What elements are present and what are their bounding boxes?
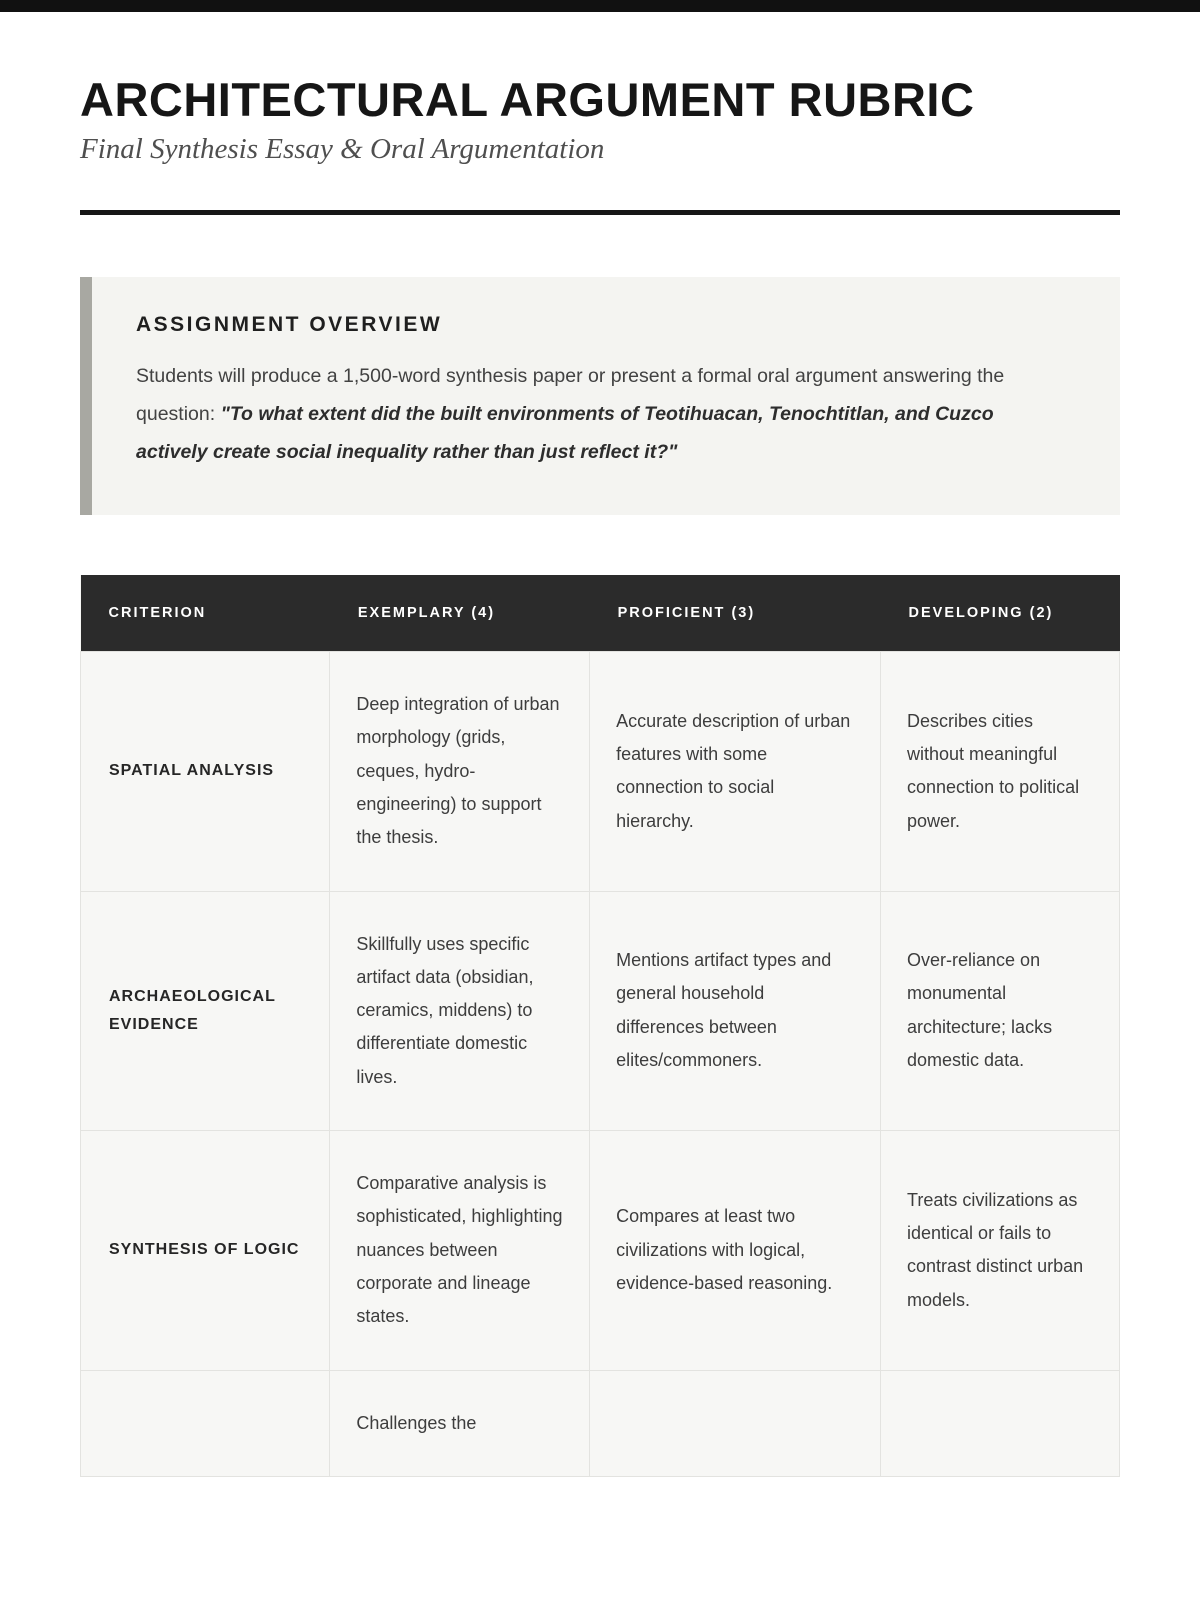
proficient-cell: Compares at least two civilizations with logical, evidence-based reasoning. (590, 1131, 881, 1370)
exemplary-cell: Challenges the (330, 1370, 590, 1476)
exemplary-cell: Skillfully uses specific artifact data (obsidian, ceramics, middens) to differentiate domestic lives. (330, 891, 590, 1130)
criterion-cell: SPATIAL ANALYSIS (81, 652, 330, 891)
exemplary-cell: Comparative analysis is sophisticated, highlighting nuances between corporate and lineage states. (330, 1131, 590, 1370)
proficient-cell (590, 1370, 881, 1476)
overview-heading: ASSIGNMENT OVERVIEW (136, 313, 443, 336)
header-cell-developing: DEVELOPING (2) (881, 575, 1120, 652)
criterion-cell: ARCHAEOLOGICAL EVIDENCE (81, 891, 330, 1130)
developing-cell: Describes cities without meaningful connection to political power. (881, 652, 1120, 891)
proficient-cell: Mentions artifact types and general household differences between elites/commoners. (590, 891, 881, 1130)
rubric-table (80, 575, 1120, 1477)
criterion-cell: SYNTHESIS OF LOGIC (81, 1131, 330, 1370)
table-row (81, 1131, 1120, 1370)
developing-cell (881, 1370, 1120, 1476)
table-row (81, 891, 1120, 1130)
page-content (0, 72, 1200, 1477)
assignment-overview-panel (80, 277, 1120, 515)
table-row (81, 1370, 1120, 1476)
page-title: ARCHITECTURAL ARGUMENT RUBRIC (80, 73, 975, 126)
table-row (81, 652, 1120, 891)
criterion-cell (81, 1370, 330, 1476)
top-accent-bar (0, 0, 1200, 12)
developing-cell: Over-reliance on monumental architecture; lacks domestic data. (881, 891, 1120, 1130)
rubric-header-row (81, 575, 1120, 652)
proficient-cell: Accurate description of urban features with some connection to social hierarchy. (590, 652, 881, 891)
overview-intro-text: Students will produce a 1,500-word synthesis paper or present a formal oral argument answering the question: (136, 365, 1005, 426)
header-cell-proficient: PROFICIENT (3) (590, 575, 881, 652)
overview-question-text: "To what extent did the built environments of Teotihuacan, Tenochtitlan, and Cuzco actively create social inequality rather than just reflect it?" (136, 403, 994, 464)
header-cell-exemplary: EXEMPLARY (4) (330, 575, 590, 652)
header-cell-criterion: CRITERION (81, 575, 330, 652)
overview-paragraph (136, 357, 1068, 471)
page-subtitle: Final Synthesis Essay & Oral Argumentation (80, 133, 605, 165)
developing-cell: Treats civilizations as identical or fails to contrast distinct urban models. (881, 1131, 1120, 1370)
exemplary-cell: Deep integration of urban morphology (grids, ceques, hydro-engineering) to support the thesis. (330, 652, 590, 891)
divider-rule (80, 210, 1120, 215)
